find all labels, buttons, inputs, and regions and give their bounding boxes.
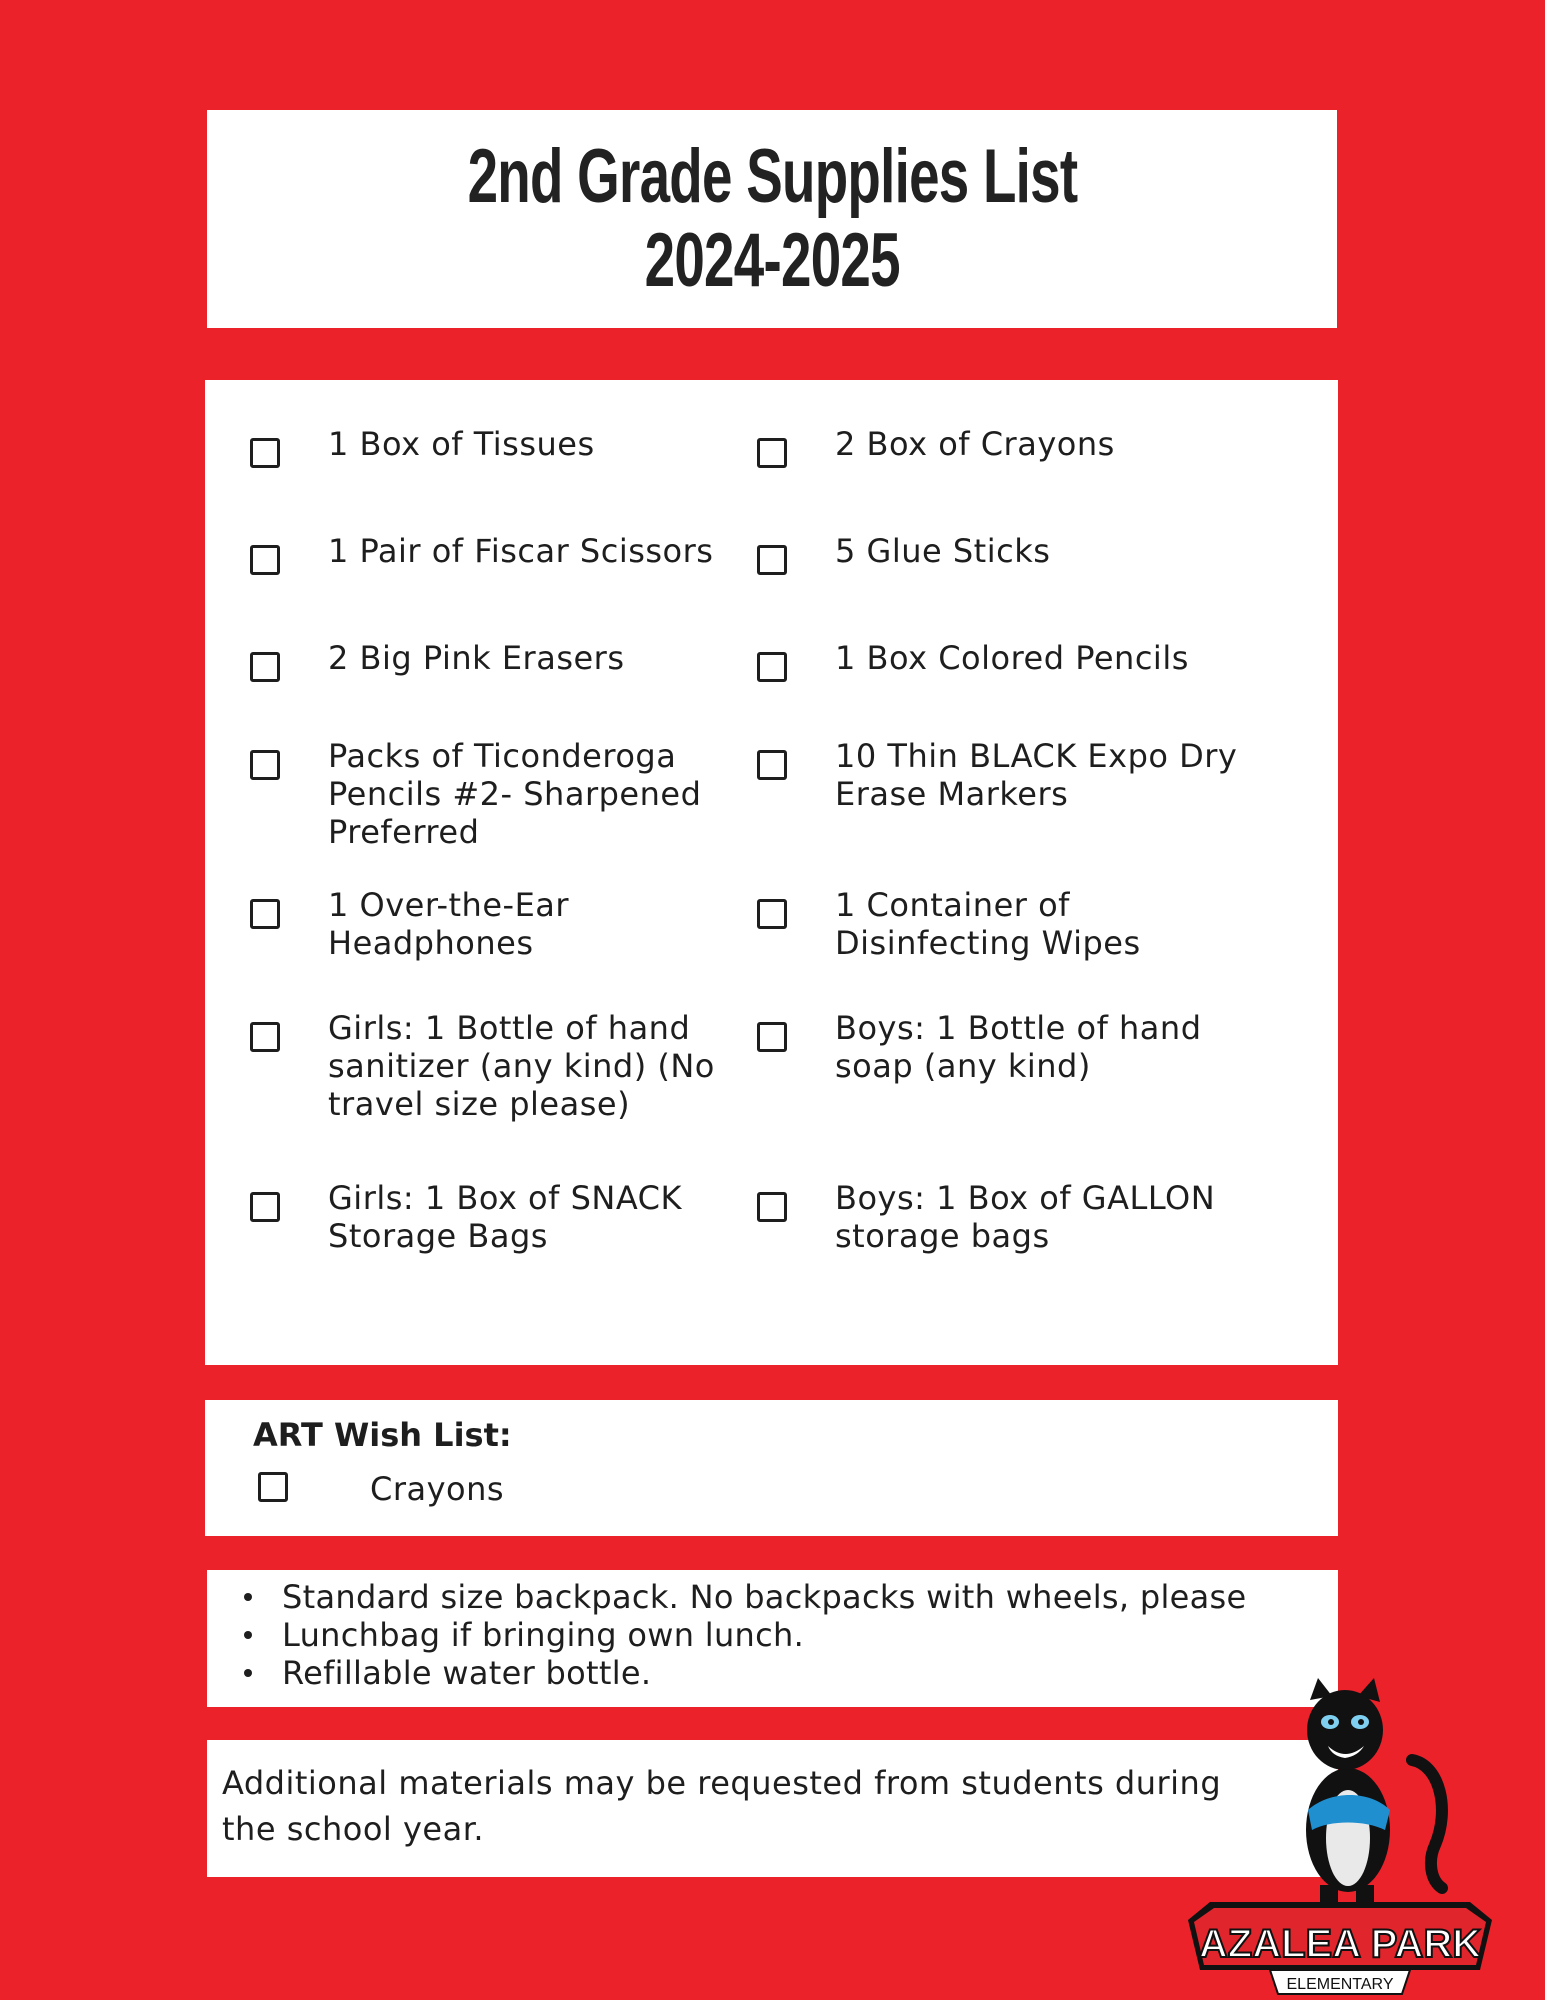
supply-label: 10 Thin BLACK Expo Dry Erase Markers xyxy=(835,737,1238,813)
azalea-park-logo xyxy=(1180,1670,1500,2000)
supply-label: 1 Box Colored Pencils xyxy=(835,639,1189,677)
bullet-icon xyxy=(244,1669,252,1677)
supply-label: Girls: 1 Box of SNACK Storage Bags xyxy=(328,1179,682,1255)
logo-name: AZALEA PARK xyxy=(1198,1922,1482,1966)
supply-checkbox[interactable] xyxy=(757,438,787,468)
school-year: 2024-2025 xyxy=(644,218,900,303)
supply-label: 5 Glue Sticks xyxy=(835,532,1051,570)
supply-label: Boys: 1 Bottle of hand soap (any kind) xyxy=(835,1009,1202,1085)
supply-checkbox[interactable] xyxy=(757,750,787,780)
notes-list xyxy=(244,1578,1247,1692)
note-text: Refillable water bottle. xyxy=(282,1654,652,1692)
note-text: Standard size backpack. No backpacks with wheels, please xyxy=(282,1578,1247,1616)
supply-checkbox[interactable] xyxy=(757,899,787,929)
notes-panel xyxy=(207,1570,1338,1707)
supply-checkbox[interactable] xyxy=(250,899,280,929)
art-wish-list-title: ART Wish List: xyxy=(253,1416,512,1454)
bullet-icon xyxy=(244,1631,252,1639)
supply-checkbox[interactable] xyxy=(250,438,280,468)
supply-checkbox[interactable] xyxy=(757,652,787,682)
supply-label: 2 Big Pink Erasers xyxy=(328,639,625,677)
page-title: 2nd Grade Supplies List xyxy=(467,134,1077,219)
supply-checkbox[interactable] xyxy=(250,545,280,575)
supply-checkbox[interactable] xyxy=(250,1192,280,1222)
supply-label: 1 Container of Disinfecting Wipes xyxy=(835,886,1141,962)
supply-label: Boys: 1 Box of GALLON storage bags xyxy=(835,1179,1216,1255)
supply-label: 2 Box of Crayons xyxy=(835,425,1115,463)
supply-checkbox[interactable] xyxy=(757,545,787,575)
panther-mascot-icon xyxy=(1306,1678,1442,1935)
supplies-checklist xyxy=(205,380,1338,1365)
title-panel xyxy=(207,110,1337,328)
note-item xyxy=(244,1654,1247,1692)
supply-label: 1 Pair of Fiscar Scissors xyxy=(328,532,714,570)
supply-checkbox[interactable] xyxy=(250,750,280,780)
art-item-label: Crayons xyxy=(370,1470,505,1508)
supply-label: Packs of Ticonderoga Pencils #2- Sharpened Preferred xyxy=(328,737,702,851)
supply-checkbox[interactable] xyxy=(757,1022,787,1052)
note-item xyxy=(244,1578,1247,1616)
supply-checkbox[interactable] xyxy=(757,1192,787,1222)
supply-label: Girls: 1 Bottle of hand sanitizer (any kind) (No travel size please) xyxy=(328,1009,715,1123)
supply-label: 1 Over-the-Ear Headphones xyxy=(328,886,570,962)
logo-banner xyxy=(1188,1902,1492,1994)
bullet-icon xyxy=(244,1593,252,1601)
supply-checkbox[interactable] xyxy=(250,1022,280,1052)
supply-label: 1 Box of Tissues xyxy=(328,425,595,463)
supply-checkbox[interactable] xyxy=(250,652,280,682)
art-item-checkbox[interactable] xyxy=(258,1472,288,1502)
footer-note: Additional materials may be requested from students during the school year. xyxy=(222,1764,1222,1848)
logo-subtitle: ELEMENTARY xyxy=(1286,1976,1394,1993)
footer-panel xyxy=(207,1740,1338,1877)
note-text: Lunchbag if bringing own lunch. xyxy=(282,1616,805,1654)
art-wish-list xyxy=(205,1400,1338,1536)
note-item xyxy=(244,1616,1247,1654)
